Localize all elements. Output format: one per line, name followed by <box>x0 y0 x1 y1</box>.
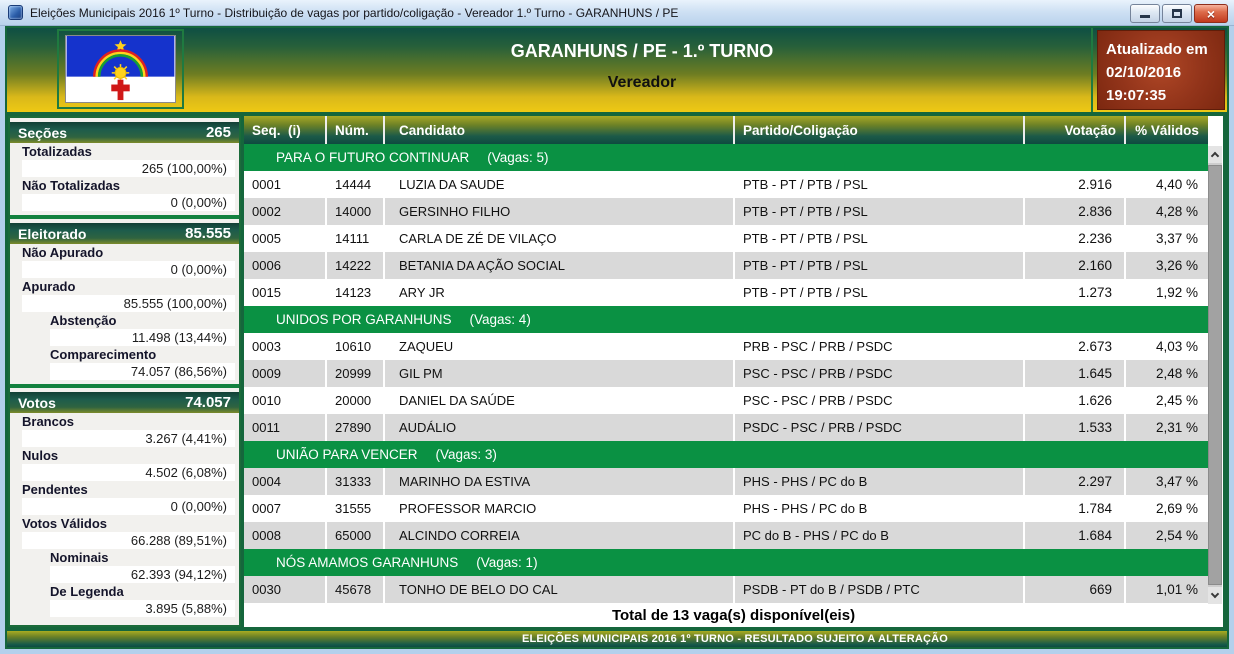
stat-value: 62.393 (94,12%) <box>50 566 235 583</box>
sidebar-panels <box>10 122 239 617</box>
cell-validos: 4,03 % <box>1124 333 1208 360</box>
window-title: Eleições Municipais 2016 1º Turno - Distribuição de vagas por partido/coligação - Vereador 1.º Turno - GARANHUNS / PE <box>30 5 679 20</box>
sidebar-section-divider <box>10 215 239 219</box>
cell-candidato: GERSINHO FILHO <box>383 198 733 225</box>
coalition-group-header <box>244 144 1208 171</box>
cell-num: 31555 <box>325 495 383 522</box>
cell-partido: PTB - PT / PTB / PSL <box>733 225 1023 252</box>
table-body <box>244 144 1208 603</box>
stat-value: 265 (100,00%) <box>22 160 235 177</box>
cell-validos: 4,28 % <box>1124 198 1208 225</box>
stat-label: Abstenção <box>50 313 117 328</box>
table-row[interactable] <box>244 576 1208 603</box>
cell-votacao: 2.916 <box>1023 171 1124 198</box>
total-vagas-text: Total de 13 vaga(s) disponível(eis) <box>244 604 1223 627</box>
table-row[interactable] <box>244 360 1208 387</box>
column-header-candidato[interactable]: Candidato <box>383 116 733 144</box>
cell-seq: 0011 <box>244 414 325 441</box>
pernambuco-flag <box>57 29 184 109</box>
table-row[interactable] <box>244 522 1208 549</box>
cell-num: 14000 <box>325 198 383 225</box>
cell-num: 45678 <box>325 576 383 603</box>
stat-value: 0 (0,00%) <box>22 261 235 278</box>
stat-label: Nominais <box>50 550 109 565</box>
cell-partido: PHS - PHS / PC do B <box>733 495 1023 522</box>
sidebar-section-divider <box>10 384 239 388</box>
stat-label: Não Apurado <box>22 245 104 260</box>
coalition-name: UNIDOS POR GARANHUNS <box>276 312 452 327</box>
cell-partido: PSDB - PT do B / PSDB / PTC <box>733 576 1023 603</box>
cell-validos: 1,01 % <box>1124 576 1208 603</box>
updated-label: Atualizado em <box>1106 41 1208 58</box>
stat-label: Votos Válidos <box>22 516 107 531</box>
cell-partido: PSDC - PSC / PRB / PSDC <box>733 414 1023 441</box>
cell-candidato: PROFESSOR MARCIO <box>383 495 733 522</box>
stat-label: Comparecimento <box>50 347 157 362</box>
coalition-name: PARA O FUTURO CONTINUAR <box>276 150 470 165</box>
cell-num: 27890 <box>325 414 383 441</box>
app-icon <box>8 5 23 20</box>
coalition-group-header <box>244 549 1208 576</box>
coalition-vagas: (Vagas: 3) <box>435 447 497 462</box>
column-header-partido[interactable]: Partido/Coligação <box>733 116 1023 144</box>
cell-candidato: AUDÁLIO <box>383 414 733 441</box>
cell-seq: 0007 <box>244 495 325 522</box>
cell-votacao: 669 <box>1023 576 1124 603</box>
cell-seq: 0003 <box>244 333 325 360</box>
cell-num: 20000 <box>325 387 383 414</box>
cell-validos: 2,48 % <box>1124 360 1208 387</box>
maximize-button[interactable] <box>1162 4 1192 23</box>
table-row[interactable] <box>244 252 1208 279</box>
cell-validos: 2,54 % <box>1124 522 1208 549</box>
cell-candidato: BETANIA DA AÇÃO SOCIAL <box>383 252 733 279</box>
stat-label: Pendentes <box>22 482 88 497</box>
table-row[interactable] <box>244 198 1208 225</box>
cell-num: 14222 <box>325 252 383 279</box>
stat-value: 0 (0,00%) <box>22 498 235 515</box>
table-row[interactable] <box>244 495 1208 522</box>
cell-num: 65000 <box>325 522 383 549</box>
panel-total: 85.555 <box>185 225 231 242</box>
cell-votacao: 2.160 <box>1023 252 1124 279</box>
cell-validos: 3,47 % <box>1124 468 1208 495</box>
page-title: GARANHUNS / PE - 1.º TURNO <box>510 41 774 61</box>
minimize-icon <box>1140 15 1150 18</box>
close-button[interactable] <box>1194 4 1228 23</box>
cell-candidato: TONHO DE BELO DO CAL <box>383 576 733 603</box>
cell-seq: 0010 <box>244 387 325 414</box>
chevron-up-icon <box>1211 152 1219 160</box>
cell-candidato: ARY JR <box>383 279 733 306</box>
scroll-down-button[interactable] <box>1208 587 1222 604</box>
table-row[interactable] <box>244 414 1208 441</box>
updated-box <box>1097 30 1225 110</box>
stat-label: Apurado <box>22 279 76 294</box>
stat-value: 85.555 (100,00%) <box>22 295 235 312</box>
cell-votacao: 1.533 <box>1023 414 1124 441</box>
cell-candidato: LUZIA DA SAUDE <box>383 171 733 198</box>
coalition-vagas: (Vagas: 5) <box>487 150 549 165</box>
cell-candidato: DANIEL DA SAÚDE <box>383 387 733 414</box>
vertical-scrollbar[interactable] <box>1208 146 1222 604</box>
cell-candidato: ALCINDO CORREIA <box>383 522 733 549</box>
updated-time: 19:07:35 <box>1106 87 1167 104</box>
cell-votacao: 1.273 <box>1023 279 1124 306</box>
cell-seq: 0005 <box>244 225 325 252</box>
coalition-name: NÓS AMAMOS GARANHUNS <box>276 555 459 570</box>
table-row[interactable] <box>244 387 1208 414</box>
page-subtitle: Vereador <box>607 74 677 91</box>
stat-value: 66.288 (89,51%) <box>22 532 235 549</box>
table-row[interactable] <box>244 333 1208 360</box>
sidebar-panel-header <box>10 122 239 143</box>
panel-total: 265 <box>205 124 231 141</box>
stat-label: Não Totalizadas <box>22 178 121 193</box>
panel-title: Seções <box>18 124 68 141</box>
cell-votacao: 2.836 <box>1023 198 1124 225</box>
stat-label: Totalizadas <box>22 144 92 159</box>
stat-value: 11.498 (13,44%) <box>50 329 235 346</box>
close-icon: × <box>1206 5 1216 22</box>
cell-seq: 0009 <box>244 360 325 387</box>
panel-title: Eleitorado <box>18 225 87 242</box>
sidebar-panel-header <box>10 392 239 413</box>
coalition-vagas: (Vagas: 1) <box>476 555 538 570</box>
cell-votacao: 1.645 <box>1023 360 1124 387</box>
stat-label: De Legenda <box>50 584 124 599</box>
table-row[interactable] <box>244 225 1208 252</box>
cell-validos: 3,26 % <box>1124 252 1208 279</box>
cell-partido: PTB - PT / PTB / PSL <box>733 171 1023 198</box>
cell-votacao: 1.784 <box>1023 495 1124 522</box>
cell-seq: 0002 <box>244 198 325 225</box>
stat-value: 74.057 (86,56%) <box>50 363 235 380</box>
results-panel <box>244 116 1223 627</box>
cell-candidato: MARINHO DA ESTIVA <box>383 468 733 495</box>
coalition-group-header <box>244 441 1208 468</box>
cell-votacao: 1.626 <box>1023 387 1124 414</box>
cell-partido: PTB - PT / PTB / PSL <box>733 279 1023 306</box>
scrollbar-thumb[interactable] <box>1208 165 1222 585</box>
stat-label: Brancos <box>22 414 75 429</box>
cell-validos: 2,31 % <box>1124 414 1208 441</box>
cell-partido: PTB - PT / PTB / PSL <box>733 252 1023 279</box>
app-content <box>5 26 1229 649</box>
scroll-up-button[interactable] <box>1208 146 1222 163</box>
column-header-seq[interactable]: Seq. (i) <box>252 122 301 138</box>
cell-num: 20999 <box>325 360 383 387</box>
minimize-button[interactable] <box>1130 4 1160 23</box>
cell-num: 14123 <box>325 279 383 306</box>
cell-partido: PSC - PSC / PRB / PSDC <box>733 387 1023 414</box>
column-header-num[interactable]: Núm. <box>325 116 383 144</box>
updated-date: 02/10/2016 <box>1106 64 1182 81</box>
app-header <box>7 28 1227 112</box>
cell-partido: PC do B - PHS / PC do B <box>733 522 1023 549</box>
coalition-vagas: (Vagas: 4) <box>469 312 531 327</box>
panel-title: Votos <box>18 394 56 411</box>
cell-votacao: 2.236 <box>1023 225 1124 252</box>
stat-value: 3.895 (5,88%) <box>50 600 235 617</box>
stat-value: 3.267 (4,41%) <box>22 430 235 447</box>
chevron-down-icon <box>1211 590 1219 598</box>
cell-seq: 0030 <box>244 576 325 603</box>
stats-sidebar <box>8 116 241 627</box>
cell-votacao: 2.673 <box>1023 333 1124 360</box>
cell-candidato: GIL PM <box>383 360 733 387</box>
cell-validos: 1,92 % <box>1124 279 1208 306</box>
sidebar-panel-header <box>10 223 239 244</box>
cell-partido: PSC - PSC / PRB / PSDC <box>733 360 1023 387</box>
coalition-group-header <box>244 306 1208 333</box>
stat-value: 0 (0,00%) <box>22 194 235 211</box>
cell-num: 14111 <box>325 225 383 252</box>
cell-seq: 0004 <box>244 468 325 495</box>
window-titlebar[interactable] <box>0 0 1234 26</box>
cell-validos: 2,45 % <box>1124 387 1208 414</box>
pernambuco-flag-image <box>65 35 176 103</box>
footer-text: ELEIÇÕES MUNICIPAIS 2016 1º TURNO - RESULTADO SUJEITO A ALTERAÇÃO <box>521 633 949 645</box>
table-row[interactable] <box>244 171 1208 198</box>
cell-validos: 2,69 % <box>1124 495 1208 522</box>
cell-validos: 4,40 % <box>1124 171 1208 198</box>
cell-votacao: 1.684 <box>1023 522 1124 549</box>
cell-partido: PRB - PSC / PRB / PSDC <box>733 333 1023 360</box>
stat-label: Nulos <box>22 448 59 463</box>
column-header-votacao[interactable]: Votação <box>1023 116 1124 144</box>
cell-seq: 0008 <box>244 522 325 549</box>
header-divider <box>1091 28 1093 112</box>
cell-seq: 0015 <box>244 279 325 306</box>
cell-validos: 3,37 % <box>1124 225 1208 252</box>
cell-candidato: CARLA DE ZÉ DE VILAÇO <box>383 225 733 252</box>
cell-seq: 0001 <box>244 171 325 198</box>
stat-value: 4.502 (6,08%) <box>22 464 235 481</box>
cell-seq: 0006 <box>244 252 325 279</box>
table-row[interactable] <box>244 468 1208 495</box>
table-row[interactable] <box>244 279 1208 306</box>
column-header-validos[interactable]: % Válidos <box>1124 116 1208 144</box>
cell-votacao: 2.297 <box>1023 468 1124 495</box>
cell-partido: PHS - PHS / PC do B <box>733 468 1023 495</box>
cell-candidato: ZAQUEU <box>383 333 733 360</box>
panel-total: 74.057 <box>185 394 231 411</box>
coalition-name: UNIÃO PARA VENCER <box>276 447 418 462</box>
cell-partido: PTB - PT / PTB / PSL <box>733 198 1023 225</box>
cell-num: 10610 <box>325 333 383 360</box>
app-footer <box>7 631 1227 647</box>
cell-num: 14444 <box>325 171 383 198</box>
table-header <box>244 116 1208 144</box>
maximize-icon <box>1172 9 1182 18</box>
cell-num: 31333 <box>325 468 383 495</box>
